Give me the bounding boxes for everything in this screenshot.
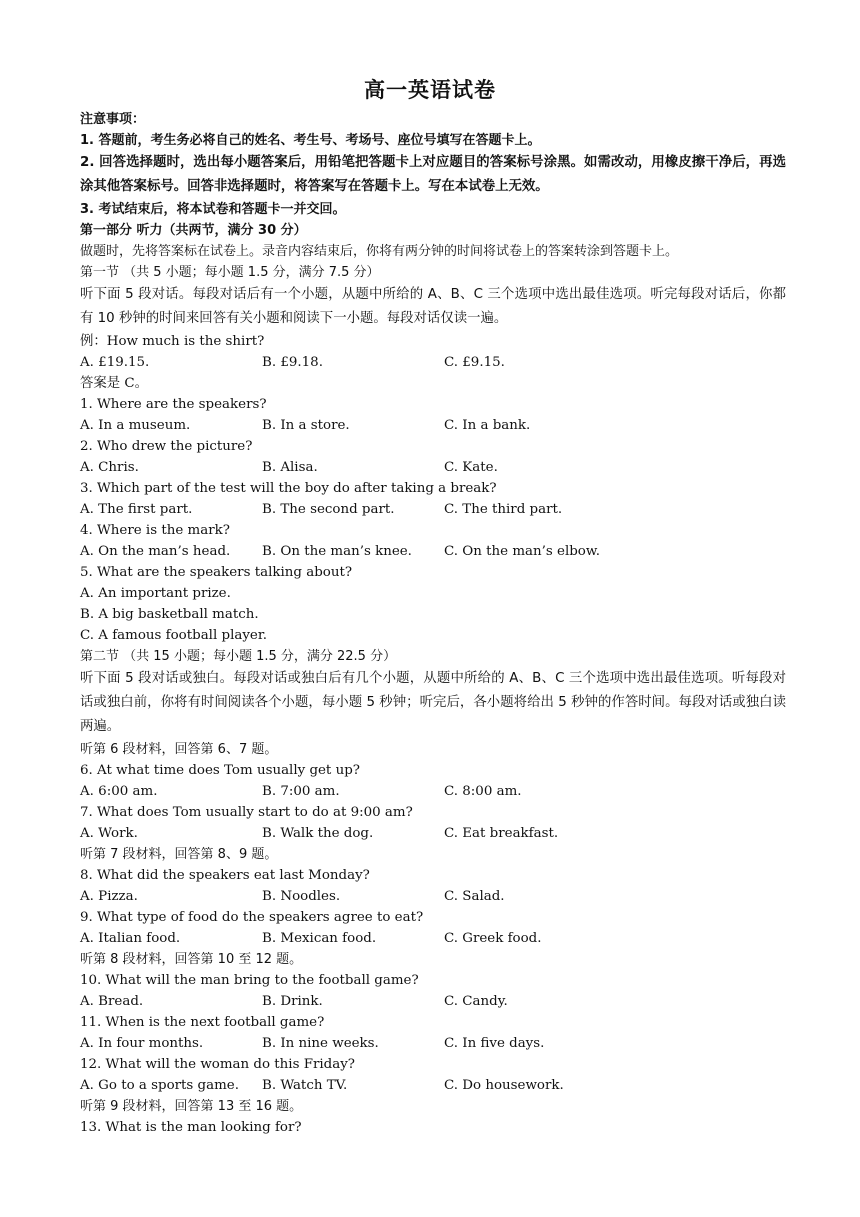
option-b: B. £9.18. [262, 355, 323, 370]
option-a: A. Pizza. [80, 889, 138, 904]
question-5: 5. What are the speakers talking about? [80, 565, 353, 580]
exam-content [80, 109, 786, 1138]
section2-instruction: 听下面 5 段对话或独白。每段对话或独白后有几个小题，从题中所给的 A、B、C 三个选项中选出最佳选项。听每段对话或独白前，你将有时间阅读各个小题，每小题 5 秒钟；听完后，各小题将给出 5 秒钟的作答时间。每段对话或独白读两遍。 [80, 671, 786, 734]
material-9-note: 听第 9 段材料，回答第 13 至 16 题。 [80, 1099, 303, 1114]
question-10: 10. What will the man bring to the football game? [80, 973, 419, 988]
section2-heading: 第二节 （共 15 小题；每小题 1.5 分，满分 22.5 分） [80, 649, 397, 664]
question-11-options [80, 1033, 786, 1054]
question-9-options [80, 928, 786, 949]
question-2-options [80, 457, 786, 478]
option-c: C. A famous football player. [80, 628, 268, 643]
option-a: A. In a museum. [80, 418, 191, 433]
question-4-options [80, 541, 786, 562]
question-10-options [80, 991, 786, 1012]
question-7-options [80, 823, 786, 844]
option-b: B. On the man’s knee. [262, 544, 412, 559]
option-b: B. Alisa. [262, 460, 318, 475]
section1-heading: 第一节 （共 5 小题；每小题 1.5 分，满分 7.5 分） [80, 265, 380, 280]
option-c: C. 8:00 am. [444, 784, 522, 799]
example-answer: 答案是 C。 [80, 376, 149, 391]
option-b: B. Watch TV. [262, 1078, 348, 1093]
question-9: 9. What type of food do the speakers agree to eat? [80, 910, 424, 925]
material-7-note: 听第 7 段材料，回答第 8、9 题。 [80, 847, 278, 862]
option-a: A. In four months. [80, 1036, 204, 1051]
question-11: 11. When is the next football game? [80, 1015, 325, 1030]
example-question: 例：How much is the shirt? [80, 334, 265, 349]
option-b: B. Walk the dog. [262, 826, 374, 841]
option-c: C. Kate. [444, 460, 498, 475]
option-c: C. In five days. [444, 1036, 545, 1051]
option-c: C. Do housework. [444, 1078, 564, 1093]
question-8: 8. What did the speakers eat last Monday? [80, 868, 370, 883]
material-8-note: 听第 8 段材料，回答第 10 至 12 题。 [80, 952, 303, 967]
option-b: B. In nine weeks. [262, 1036, 379, 1051]
option-c: C. On the man’s elbow. [444, 544, 600, 559]
option-a: A. Italian food. [80, 931, 181, 946]
option-b: B. A big basketball match. [80, 607, 259, 622]
question-12: 12. What will the woman do this Friday? [80, 1057, 355, 1072]
option-a: A. Go to a sports game. [80, 1078, 239, 1093]
material-6-note: 听第 6 段材料，回答第 6、7 题。 [80, 742, 278, 757]
question-1-options [80, 415, 786, 436]
option-b: B. Mexican food. [262, 931, 377, 946]
notes-item-2: 2. 回答选择题时，选出每小题答案后，用铅笔把答题卡上对应题目的答案标号涂黑。如需改动，用橡皮擦干净后，再选涂其他答案标号。回答非选择题时，将答案写在答题卡上。写在本试卷上无效。 [80, 155, 786, 194]
option-a: A. On the man’s head. [80, 544, 231, 559]
question-4: 4. Where is the mark? [80, 523, 230, 538]
question-13: 13. What is the man looking for? [80, 1120, 302, 1135]
part1-instruction: 做题时，先将答案标在试卷上。录音内容结束后，你将有两分钟的时间将试卷上的答案转涂到答题卡上。 [80, 244, 679, 259]
notes-item-3: 3. 考试结束后，将本试卷和答题卡一并交回。 [80, 202, 346, 217]
example-options [80, 352, 786, 373]
notes-heading: 注意事项： [80, 112, 146, 127]
option-a: A. An important prize. [80, 586, 231, 601]
option-c: C. Eat breakfast. [444, 826, 559, 841]
option-a: A. Bread. [80, 994, 144, 1009]
option-c: C. £9.15. [444, 355, 505, 370]
option-b: B. In a store. [262, 418, 350, 433]
question-6-options [80, 781, 786, 802]
option-a: A. £19.15. [80, 355, 150, 370]
option-a: A. Work. [80, 826, 138, 841]
option-c: C. Candy. [444, 994, 508, 1009]
option-a: A. Chris. [80, 460, 139, 475]
part1-heading: 第一部分 听力（共两节，满分 30 分） [80, 223, 307, 238]
question-3-options [80, 499, 786, 520]
notes-item-1: 1. 答题前，考生务必将自己的姓名、考生号、考场号、座位号填写在答题卡上。 [80, 133, 541, 148]
section1-instruction: 听下面 5 段对话。每段对话后有一个小题，从题中所给的 A、B、C 三个选项中选出最佳选项。听完每段对话后，你都有 10 秒钟的时间来回答有关小题和阅读下一小题。每段对话仅读一遍。 [80, 287, 786, 326]
question-1: 1. Where are the speakers? [80, 397, 267, 412]
option-a: A. The first part. [80, 502, 193, 517]
option-c: C. Greek food. [444, 931, 542, 946]
question-2: 2. Who drew the picture? [80, 439, 253, 454]
option-b: B. The second part. [262, 502, 395, 517]
question-3: 3. Which part of the test will the boy do after taking a break? [80, 481, 497, 496]
question-12-options [80, 1075, 786, 1096]
option-c: C. Salad. [444, 889, 505, 904]
option-b: B. Noodles. [262, 889, 341, 904]
option-b: B. Drink. [262, 994, 323, 1009]
question-6: 6. At what time does Tom usually get up? [80, 763, 360, 778]
question-8-options [80, 886, 786, 907]
option-c: C. In a bank. [444, 418, 531, 433]
option-b: B. 7:00 am. [262, 784, 340, 799]
page-title: 高一英语试卷 [364, 78, 496, 102]
option-a: A. 6:00 am. [80, 784, 158, 799]
option-c: C. The third part. [444, 502, 563, 517]
question-7: 7. What does Tom usually start to do at 9:00 am? [80, 805, 413, 820]
